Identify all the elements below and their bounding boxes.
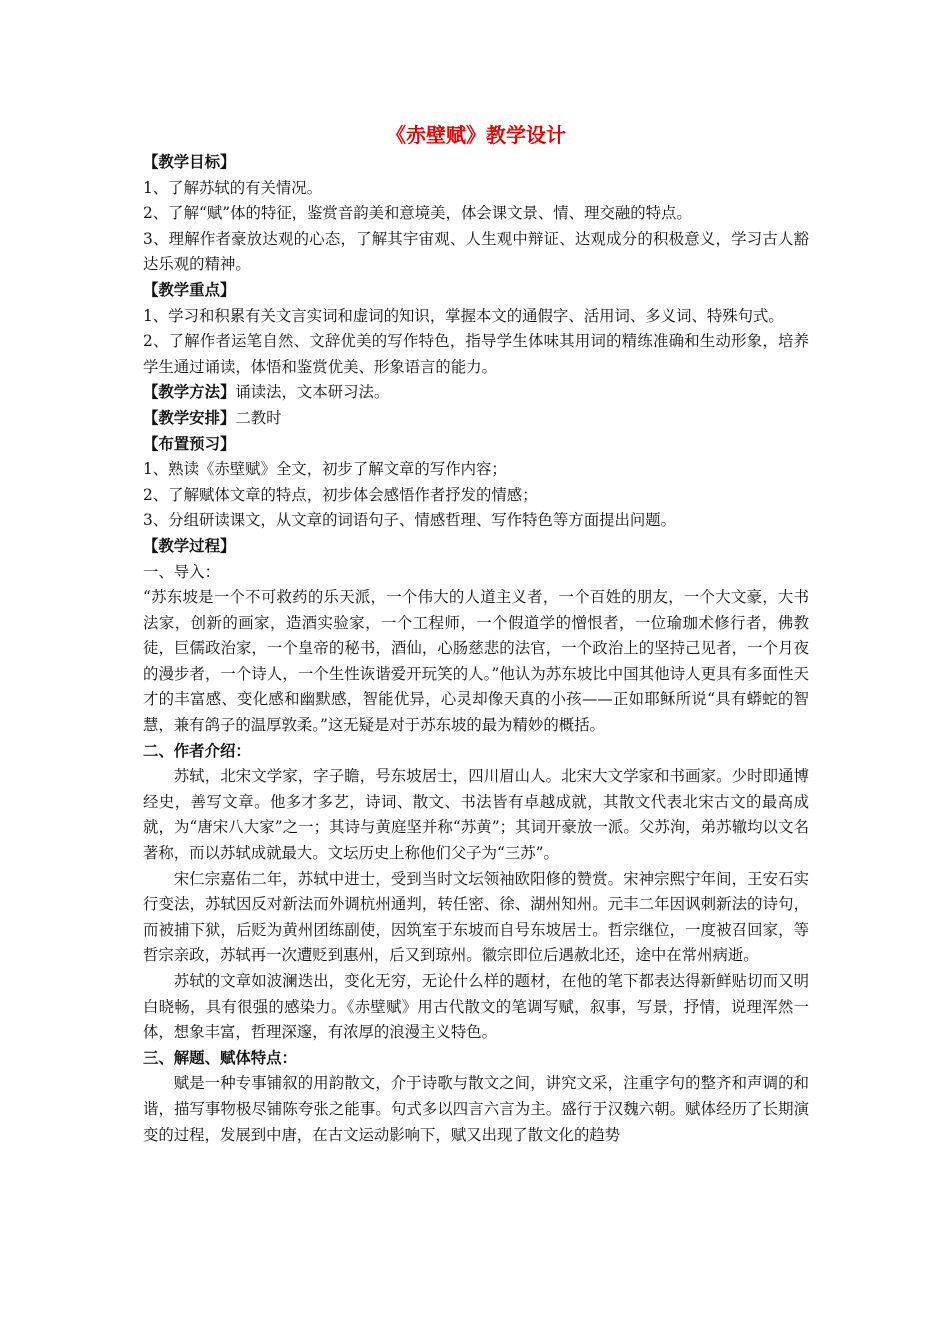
preview-heading: 【布置预习】	[143, 434, 236, 453]
method-heading: 【教学方法】	[143, 383, 236, 402]
objective-item: 1、了解苏轼的有关情况。	[143, 178, 323, 197]
process-heading: 【教学过程】	[143, 536, 236, 555]
objective-item: 2、了解“赋”体的特征，鉴赏音韵美和意境美，体会课文景、情、理交融的特点。	[143, 204, 692, 223]
author-paragraph: 苏轼的文章如波澜迭出，变化无穷，无论什么样的题材，在他的笔下都表达得新鲜贴切而又明白晓畅，具有很强的感染力。《赤壁赋》用古代散文的笔调写赋，叙事，写景，抒情，说理浑然一体，想象丰富，哲理深邃，有浓厚的浪漫主义特色。	[143, 972, 809, 1042]
author-paragraph: 苏轼，北宋文学家，字子瞻，号东坡居士，四川眉山人。北宋大文学家和书画家。少时即通博经史，善写文章。他多才多艺，诗词、散文、书法皆有卓越成就，其散文代表北宋古文的最高成就，为“唐宋八大家”之一；其诗与黄庭坚并称“苏黄”；其词开豪放一派。父苏洵，弟苏辙均以文名著称，而以苏轼成就最大。文坛历史上称他们父子为“三苏”。	[143, 767, 809, 863]
schedule-heading: 【教学安排】	[143, 408, 236, 427]
focus-item: 1、学习和积累有关文言实词和虚词的知识，掌握本文的通假字、活用词、多义词、特殊句式。	[143, 306, 784, 325]
preview-item: 2、了解赋体文章的特点，初步体会感悟作者抒发的情感；	[143, 485, 538, 504]
intro-heading: 一、导入：	[143, 562, 220, 581]
fu-heading: 三、解题、赋体特点：	[143, 1048, 297, 1067]
schedule-line	[143, 406, 809, 432]
method-text: 诵读法，文本研习法。	[235, 383, 390, 402]
preview-item: 1、熟读《赤壁赋》全文，初步了解文章的写作内容；	[143, 460, 507, 479]
fu-paragraph: 赋是一种专事铺叙的用韵散文，介于诗歌与散文之间，讲究文采，注重字句的整齐和声调的和谐，描写事物极尽铺陈夸张之能事。句式多以四言六言为主。盛行于汉魏六朝。赋体经历了长期演变的过程，发展到中唐，在古文运动影响下，赋又出现了散文化的趋势	[143, 1074, 809, 1144]
preview-item: 3、分组研读课文，从文章的词语句子、情感哲理、写作特色等方面提出问题。	[143, 511, 677, 530]
schedule-text: 二教时	[235, 408, 282, 427]
objectives-heading: 【教学目标】	[143, 153, 236, 171]
document-title: 《赤壁赋》教学设计	[386, 123, 566, 147]
author-heading: 二、作者介绍：	[143, 741, 251, 760]
author-paragraph: 宋仁宗嘉佑二年，苏轼中进士，受到当时文坛领袖欧阳修的赞赏。宋神宗熙宁年间，王安石实行变法，苏轼因反对新法而外调杭州通判，转任密、徐、湖州知州。元丰二年因讽刺新法的诗句，而被捕下狱，后贬为黄州团练副使，因筑室于东坡而自号东坡居士。哲宗继位，一度被召回家，等哲宗亲政，苏轼再一次遭贬到惠州，后又到琼州。徽宗即位后遇赦北还，途中在常州病逝。	[143, 869, 809, 965]
focus-heading: 【教学重点】	[143, 280, 236, 299]
focus-item: 2、了解作者运笔自然、文辞优美的写作特色，指导学生体味其用词的精练准确和生动形象，培养学生通过诵读，体悟和鉴赏优美、形象语言的能力。	[143, 332, 809, 376]
method-line	[143, 380, 809, 406]
intro-paragraph: “苏东坡是一个不可救药的乐天派，一个伟大的人道主义者，一个百姓的朋友，一个大文豪，大书法家，创新的画家，造酒实验家，一个工程师，一个假道学的憎恨者，一位瑜珈术修行者，佛教徒，巨儒政治家，一个皇帝的秘书，酒仙，心肠慈悲的法官，一个政治上的坚持己见者，一个月夜的漫步者，一个诗人，一个生性诙谐爱开玩笑的人。”他认为苏东坡比中国其他诗人更具有多面性天才的丰富感、变化感和幽默感，智能优异，心灵却像天真的小孩——正如耶稣所说“具有蟒蛇的智慧，兼有鸽子的温厚敦柔。”这无疑是对于苏东坡的最为精妙的概括。	[143, 588, 809, 735]
document-body	[143, 120, 809, 1148]
objective-item: 3、理解作者豪放达观的心态，了解其宇宙观、人生观中辩证、达观成分的积极意义，学习古人豁达乐观的精神。	[143, 229, 809, 274]
